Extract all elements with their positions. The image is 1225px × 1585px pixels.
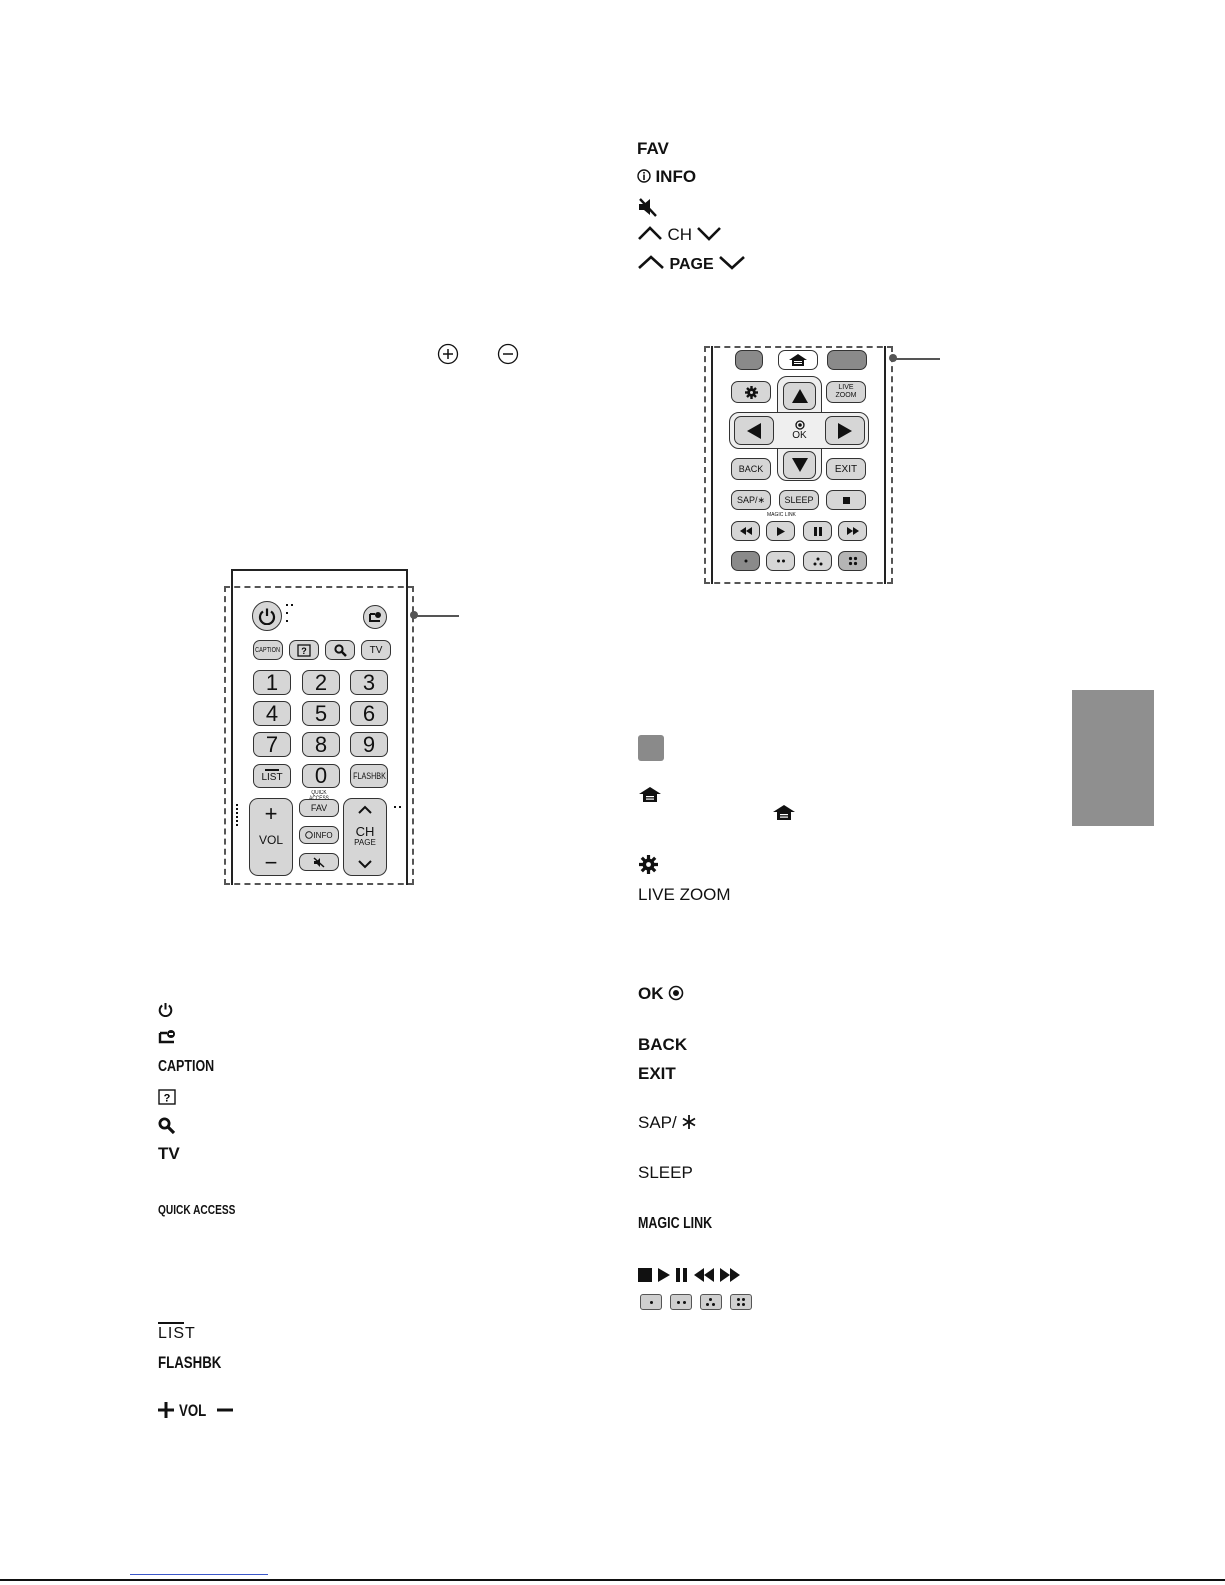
playback-icons-row [638,1266,740,1284]
info-label: INFO [655,167,697,186]
input-icon [158,1029,178,1044]
stop-icon [638,1268,652,1282]
caption-label: CAPTION [158,1058,215,1075]
live-zoom-button-label: LIVE ZOOM [835,384,857,399]
right-button[interactable] [825,416,865,445]
gray-square-icon [638,735,664,761]
left-arrow-icon [747,423,761,439]
play-button[interactable] [766,521,795,541]
ok-label: OK [638,984,664,1003]
search-icon [158,1117,176,1134]
quick-access-label: QUICK ACCESS [158,1202,236,1217]
settings-button[interactable] [731,381,771,403]
volume-up-icon: + [264,800,278,826]
one-dot-key-icon [640,1294,662,1310]
volume-rocker[interactable] [249,798,293,876]
down-button[interactable] [783,451,816,479]
fav-label: FAV [637,139,669,158]
digit-6-button[interactable]: 6 [350,701,388,726]
channel-up-icon [358,805,372,814]
digit-7-button[interactable]: 7 [253,732,291,757]
home-button[interactable] [778,350,818,370]
list-button[interactable] [253,764,291,788]
help-button[interactable] [289,640,319,660]
ok-button[interactable] [783,416,816,445]
flashbk-button-label: FLASHBK [352,771,386,781]
help-book-icon [158,1089,176,1105]
color-button-3[interactable] [803,551,832,571]
rewind-icon [740,527,752,535]
digit-2-button[interactable]: 2 [302,670,340,695]
play-icon [777,527,785,536]
live-zoom-label: LIVE ZOOM [638,885,731,904]
svg-text:?: ? [163,1092,171,1105]
info-label-row [637,167,696,187]
down-arrow-icon [792,458,808,472]
digit-3-button[interactable]: 3 [350,670,388,695]
power-button[interactable] [252,601,282,631]
fav-button[interactable] [299,799,339,817]
list-label-row [158,1322,196,1344]
remote-top-callout-dot [410,611,418,619]
digit-8-button[interactable]: 8 [302,732,340,757]
tv-button-label: TV [369,644,383,656]
mute-icon [313,857,325,868]
fast-forward-button[interactable] [838,521,867,541]
home-icon [789,354,807,366]
color-button-4[interactable] [838,551,867,571]
digit-9-button[interactable]: 9 [350,732,388,757]
circled-minus-icon [497,343,519,365]
channel-label: CH [355,824,375,839]
stop-button[interactable] [826,490,866,510]
list-bar [265,769,279,771]
up-arrow-icon [792,389,808,403]
remote-bottom-callout-dot [889,354,897,362]
caption-button[interactable] [253,640,283,660]
asterisk-icon [681,1114,697,1130]
left-button[interactable] [734,416,774,445]
power-icon [158,1002,173,1017]
digit-0-button[interactable]: 0 [302,764,340,788]
info-icon [637,169,651,183]
channel-rocker[interactable] [343,798,387,876]
list-label: LIST [158,1325,196,1342]
info-button[interactable] [299,826,339,844]
ok-label-row [638,984,684,1004]
footer-rule [0,1579,1225,1581]
sap-button[interactable] [731,490,771,510]
sleep-button-label: SLEEP [784,495,814,505]
flashbk-label: FLASHBK [158,1353,222,1372]
color-button-2[interactable] [766,551,795,571]
footer-link-underline[interactable] [130,1574,268,1575]
power-dots [286,604,292,626]
ch-label: CH [667,225,693,244]
magic-link-label: MAGIC LINK [638,1215,713,1232]
rewind-button[interactable] [731,521,760,541]
sap-button-label: SAP/∗ [736,494,766,505]
play-icon [658,1268,670,1282]
chevron-up-icon [637,253,665,271]
pause-button[interactable] [803,521,832,541]
exit-label: EXIT [638,1064,676,1083]
tv-label: TV [158,1144,180,1163]
list-bar [158,1322,184,1324]
side-tab [1072,690,1154,826]
back-label: BACK [638,1035,688,1054]
quick-access-caption: QUICK [311,790,327,796]
sleep-button[interactable] [779,490,819,510]
input-button[interactable] [363,605,387,629]
remote-top-callout-line [414,615,459,617]
sap-label-row [638,1113,697,1133]
ok-button-label: OK [792,430,807,441]
rewind-icon [694,1268,714,1282]
info-button-label: INFO [313,830,333,840]
mute-button[interactable] [299,853,339,871]
fast-forward-icon [720,1268,740,1282]
minus-icon [216,1401,234,1419]
fav-button-label: FAV [310,803,328,813]
back-button[interactable] [731,458,771,480]
chevron-down-icon [718,253,746,271]
list-button-label: LIST [261,772,283,783]
one-dot-icon [740,557,752,565]
vol-label: VOL [179,1401,207,1420]
chevron-down-icon [696,224,722,242]
ok-ring-icon [668,985,684,1001]
caption-button-label: CAPTION [255,646,281,654]
plus-icon [157,1401,175,1419]
three-dots-icon [812,557,824,566]
circled-plus-icon [437,343,459,365]
home-icon [773,805,795,820]
volume-label: VOL [258,832,283,847]
channel-dots [394,806,402,808]
back-button-label: BACK [738,464,764,474]
search-button[interactable] [325,640,355,660]
tv-button[interactable] [361,640,391,660]
color-button-1[interactable] [731,551,760,571]
left-soft-button[interactable] [735,350,763,370]
magic-link-caption: MAGIC LINK [767,512,796,518]
up-button[interactable] [783,382,816,410]
channel-down-icon [358,860,372,869]
input-icon [368,611,382,623]
live-zoom-button[interactable] [826,381,866,403]
page-label: PAGE [669,256,714,273]
two-dots-icon [775,557,787,565]
power-icon [258,607,276,625]
help-book-icon [297,644,311,657]
vol-label-row [157,1401,234,1421]
mute-icon [637,197,659,217]
sap-label: SAP/ [638,1113,677,1132]
gear-icon [639,855,658,874]
right-arrow-icon [838,423,852,439]
digit-4-button[interactable]: 4 [253,701,291,726]
chevron-up-icon [637,224,663,242]
pause-icon [814,527,822,536]
digit-1-button[interactable]: 1 [253,670,291,695]
three-dots-key-icon [700,1294,722,1310]
search-icon [334,644,347,657]
four-dots-key-icon [730,1294,752,1310]
page-sub-label: PAGE [354,838,376,847]
ok-ring-icon [795,420,805,430]
ch-label-row [637,224,722,245]
two-dots-key-icon [670,1294,692,1310]
home-icon [639,787,661,802]
four-dots-icon [848,556,858,566]
right-soft-button[interactable] [827,350,867,370]
volume-dots [236,804,242,826]
exit-button-label: EXIT [834,463,858,475]
fast-forward-icon [847,527,859,535]
sleep-label: SLEEP [638,1163,693,1182]
stop-icon [843,497,850,504]
pause-icon [676,1268,688,1282]
flashbk-button[interactable] [350,764,388,788]
volume-down-icon: − [264,850,278,876]
gear-icon [745,386,758,399]
svg-text:?: ? [301,645,307,656]
color-keys-row [640,1294,752,1310]
exit-button[interactable] [826,458,866,480]
remote-bottom-callout-line [893,358,940,360]
info-icon [305,831,313,839]
page-label-row [637,253,746,275]
digit-5-button[interactable]: 5 [302,701,340,726]
